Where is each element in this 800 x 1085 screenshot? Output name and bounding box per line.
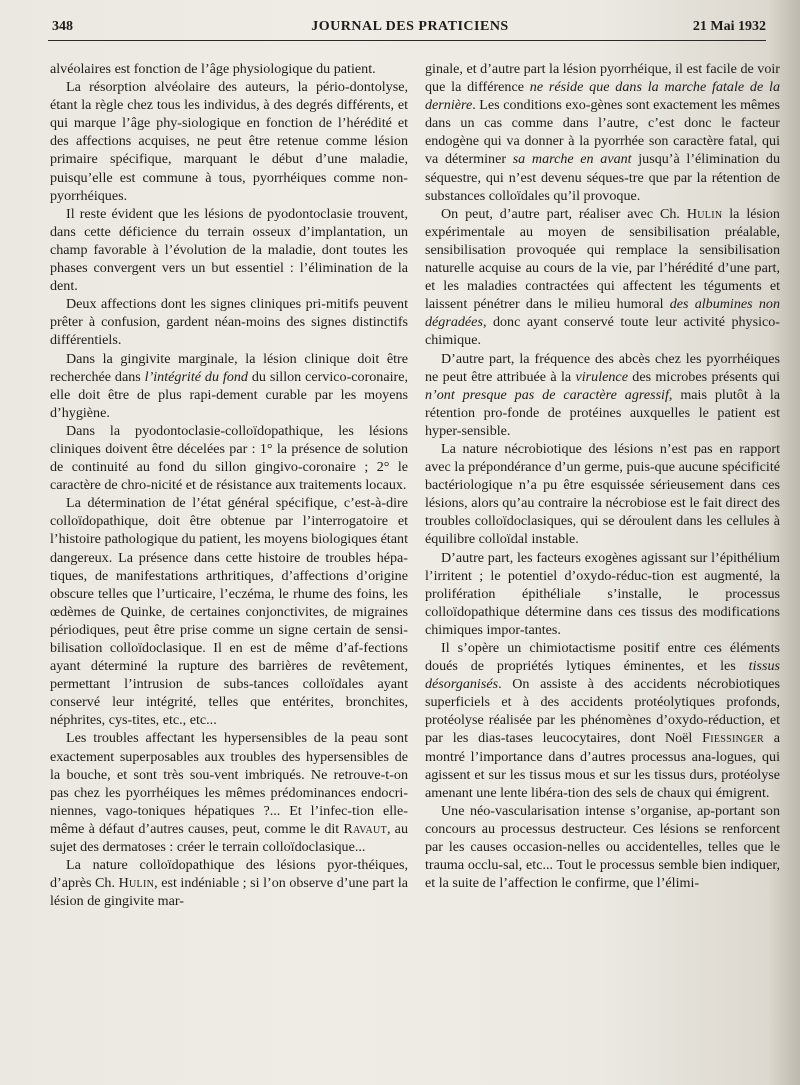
issue-date: 21 Mai 1932 <box>692 19 766 34</box>
text-run: D’autre part, les facteurs exogènes agissant sur l’épithélium l’irritent ; le potentiel d’oxydo-réduc-tion est augmenté, la prolifération épithéliale s’installe, le processus colloïdopathique détermine dans ces tissus des modifications chimiques impor-tantes. <box>425 549 780 638</box>
text-run: , au sujet des dermatoses : créer le terrain colloïdoclasique... <box>50 820 408 856</box>
page-header <box>50 16 770 38</box>
text-run: Il s’opère un chimiotactisme positif entre ces éléments doués de propriétés lytiques éminentes, et les <box>425 640 780 675</box>
paragraph <box>425 350 780 440</box>
text-run: Il reste évident que les lésions de pyodontoclasie trouvent, dans cette déficience du terrain osseux d’implantation, un champ favorable à l’évolution de la maladie, dont toutes les phases convergent vers un but essentiel : l’élimination de la dent. <box>50 205 408 295</box>
text-run: Dans la pyodontoclasie-colloïdopathique, les lésions cliniques doivent être décelées par : 1° la présence de solution de continuité au fond du sillon gingivo-coronaire ; 2° le caractère de chro-nicité et de résistance aux traitements locaux. <box>50 422 408 494</box>
right-column <box>425 60 780 892</box>
paragraph <box>50 350 408 422</box>
text-run: . On assiste à des accidents nécrobiotiques superficiels et à des accidents protéolytiques profonds, protéolyse réalisée par les phénomènes d’oxydo-réduction, et par les dias-tases leucocytaires, dont Noël <box>425 676 780 747</box>
paragraph <box>50 422 408 494</box>
text-run: Une néo-vascularisation intense s’organise, ap-portant son concours au processus destructeur. Ces lésions se renforcent par les causes occasion-nelles ou accidentelles, telles que le trauma occlu-sal, etc... Tout le processus semble bien indiquer, et la suite de l’affection le confirme, que l’élimi- <box>425 802 780 892</box>
text-run: Dans la gingivite marginale, la lésion clinique doit être recherchée dans <box>50 350 408 385</box>
emphasis-text: virulence <box>575 368 628 385</box>
left-column <box>50 60 408 910</box>
text-run: a montré l’importance dans d’autres processus ana-logues, qui agissent et sur les tissus mous et sur les tissus durs, protéolyse amenant une lente libéra-tion des sels de chaux qui émigrent. <box>425 730 781 801</box>
author-name: Hulin <box>686 205 723 222</box>
journal-title: JOURNAL DES PRATICIENS <box>311 19 509 34</box>
text-run: ginale, et d’autre part la lésion pyorrhéique, il est facile de voir que la différence <box>425 61 780 96</box>
paragraph <box>50 78 408 205</box>
emphasis-text: tissus désorganisés <box>425 658 780 693</box>
text-run: Deux affections dont les signes cliniques pri-mitifs peuvent prêter à confusion, gardent néan-moins des signes distinctifs différentiels. <box>50 296 408 349</box>
paragraph <box>425 440 780 549</box>
paragraph <box>425 802 780 892</box>
paragraph <box>425 60 780 205</box>
text-run: La nature colloïdopathique des lésions pyor-théiques, d’après Ch. <box>50 857 408 892</box>
page-number: 348 <box>52 19 73 34</box>
paragraph <box>50 205 408 295</box>
text-run: La détermination de l’état général spécifique, c’est-à-dire colloïdopathique, doit être obtenue par l’interrogatoire et l’histoire pathologique du patient, les moyens biologiques étant dangereux. La présence dans cette histoire de troubles hépa-tiques, de manifestations arthritiques, d’affections d’origine obscure telles que l’urticaire, l’eczéma, le rhume des foins, les œdèmes de Quinke, de certaines conjonctivites, de migraines périodiques, peut être prise comme un signe certain de sensi-bilisation colloïdoclasique. Il en est de même d’af-fections ayant déterminé la rupture des barrières de revêtement, permettant l’intrusion de subs-tances colloïdales ayant conservé leur intégrité, telles que entérites, bronchites, néphrites, cys-tites, etc., etc... <box>50 495 408 729</box>
text-run: . Les conditions exo-gènes sont exactement les mêmes dans un cas comme dans l’autre, c’est donc le facteur endogène qui va donner à la pyorrhée son caractère fatal, qui va déterminer <box>425 97 780 168</box>
text-run: , donc ayant conservé toute leur activité physico-chimique. <box>425 314 780 349</box>
emphasis-text: l’intégrité du fond <box>144 368 248 385</box>
author-name: Ravaut <box>343 820 387 837</box>
text-run: des microbes présents qui <box>627 368 780 385</box>
text-run: , mais plutôt à la rétention pro-fonde de protéines auxquelles le patient est hyper-sensible. <box>425 386 780 439</box>
paragraph <box>50 729 408 856</box>
text-run: D’autre part, la fréquence des abcès chez les pyorrhéiques ne peut être attribuée à la <box>425 350 780 385</box>
text-run: , est indéniable ; si l’on observe d’une part la lésion de gingivite mar- <box>50 875 408 910</box>
paragraph <box>425 639 780 802</box>
text-run: La résorption alvéolaire des auteurs, la pério-dontolyse, étant la règle chez tous les individus, à des degrés différents, et qui marque l’âge phy-siologique en fonction de l’hérédité et des affections acquises, ne peut être retenue comme lésion primaire spécifique, marquant le début d’une maladie, puisqu’elle est commune à tous, pyorrhéiques comme non-pyorrhéiques. <box>50 79 408 204</box>
emphasis-text: n’ont presque pas de caractère agressif <box>425 386 669 403</box>
text-run: du sillon cervico-coronaire, elle doit être de plus rapi-dement curable par les moyens d’hygiène. <box>50 368 409 421</box>
emphasis-text: ne réside que dans la marche fatale de la dernière <box>425 79 780 114</box>
text-run: jusqu’à l’élimination du séquestre, qui n’est devenu séques-tre que par la rétention de substances colloïdales qu’il provoque. <box>425 151 780 204</box>
paragraph <box>50 60 408 78</box>
paragraph <box>50 295 408 349</box>
author-name: Fiessinger <box>702 730 765 747</box>
paragraph <box>50 856 408 910</box>
header-rule <box>48 40 766 41</box>
text-run: la lésion expérimentale au moyen de sensibilisation préalable, sensibilisation provoquée qui remplace la sensibilisation naturelle acquise au cours de la vie, par l’hérédité d’une part, et les maladies contractées qui affectent les téguments et laissent pénétrer dans le milieu humoral <box>425 205 780 313</box>
emphasis-text: des albumines non dégradées <box>425 296 780 331</box>
text-run: La nature nécrobiotique des lésions n’est pas en rapport avec la prépondérance d’un germe, puis-que aucune spécificité bactériologique n’a pu être esquissée sérieusement dans ces lésions, alors qu’au contraire la nécrobiose est le fait direct des troubles colloïdoclasiques, qui se déroulent dans les cellules à équilibre colloïdal instable. <box>425 440 780 548</box>
text-run: alvéolaires est fonction de l’âge physiologique du patient. <box>50 61 376 77</box>
text-run: Les troubles affectant les hypersensibles de la peau sont exactement superposables aux troubles des hypersensibles de la bouche, et sont très sou-vent imbriqués. Ne retrouve-t-on pas chez les pyorrhéiques les mêmes prédominances endocri-niennes, vago-toniques hépatiques ?... Et l’infec-tion elle-même à défaut d’autres causes, peut, comme le dit <box>50 730 408 837</box>
text-run: On peut, d’autre part, réaliser avec Ch. <box>441 205 687 222</box>
paragraph <box>50 494 408 729</box>
paragraph <box>425 205 780 350</box>
paragraph <box>425 549 780 639</box>
emphasis-text: sa marche en avant <box>512 151 632 168</box>
author-name: Hulin <box>118 875 155 892</box>
